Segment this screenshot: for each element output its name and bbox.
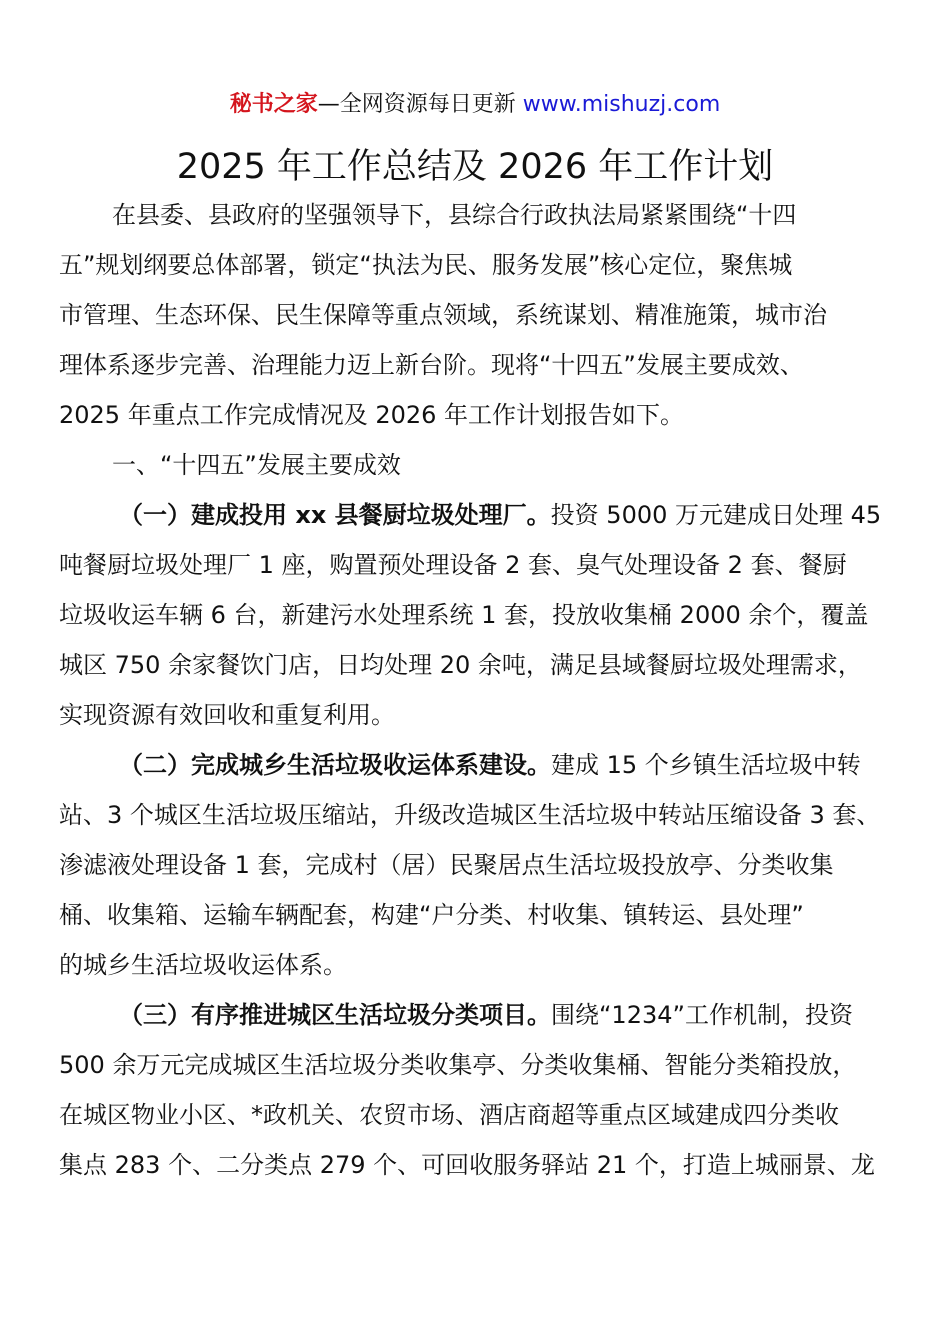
paragraph-line: 在城区物业小区、*政机关、农贸市场、酒店商超等重点区域建成四分类收 (59, 1101, 839, 1129)
paragraph-line: 垃圾收运车辆 6 台，新建污水处理系统 1 套，投放收集桶 2000 余个，覆盖 (59, 601, 869, 629)
paragraph-line: 500 余万元完成城区生活垃圾分类收集亭、分类收集桶、智能分类箱投放， (59, 1051, 857, 1079)
paragraph-line: 五”规划纲要总体部署，锁定“执法为民、服务发展”核心定位，聚焦城 (59, 251, 793, 279)
source-banner (0, 88, 950, 122)
site-link[interactable]: www.mishuzj.com (522, 92, 721, 117)
paragraph-line: 2025 年重点工作完成情况及 2026 年工作计划报告如下。 (59, 401, 685, 429)
paragraph-line: 理体系逐步完善、治理能力迈上新台阶。现将“十四五”发展主要成效、 (59, 351, 804, 379)
brand-name: 秘书之家 (229, 92, 318, 117)
item-paragraph-3 (59, 990, 889, 1190)
document-title: 2025 年工作总结及 2026 年工作计划 (176, 147, 774, 187)
paragraph-line: 吨餐厨垃圾处理厂 1 座，购置预处理设备 2 套、臭气处理设备 2 套、餐厨 (59, 551, 847, 579)
item-lead: （二）完成城乡生活垃圾收运体系建设。 (119, 751, 551, 779)
section-heading (59, 440, 889, 490)
item-first-text: 投资 5000 万元建成日处理 45 (550, 501, 882, 529)
paragraph-line: 集点 283 个、二分类点 279 个、可回收服务驿站 21 个，打造上城丽景、龙 (59, 1151, 875, 1179)
section-heading-text: 一、“十四五”发展主要成效 (112, 451, 401, 479)
item-first-text: 建成 15 个乡镇生活垃圾中转 (551, 751, 861, 779)
paragraph-line: 桶、收集箱、运输车辆配套，构建“户分类、村收集、镇转运、县处理” (59, 901, 804, 929)
item-paragraph-1 (59, 490, 889, 740)
item-lead: （三）有序推进城区生活垃圾分类项目。 (119, 1001, 551, 1029)
item-paragraph-2 (59, 740, 889, 990)
paragraph-line: 渗滤液处理设备 1 套，完成村（居）民聚居点生活垃圾投放亭、分类收集 (59, 851, 834, 879)
paragraph-line: 站、3 个城区生活垃圾压缩站，升级改造城区生活垃圾中转站压缩设备 3 套、 (59, 801, 881, 829)
paragraph-line: 城区 750 余家餐饮门店，日均处理 20 余吨，满足县域餐厨垃圾处理需求， (59, 651, 862, 679)
banner-tagline: —全网资源每日更新 (317, 92, 523, 117)
intro-paragraph (59, 190, 889, 440)
paragraph-line: 实现资源有效回收和重复利用。 (59, 701, 395, 729)
paragraph-line (59, 490, 889, 540)
item-lead: （一）建成投用 xx 县餐厨垃圾处理厂。 (119, 501, 551, 529)
item-first-text: 围绕“1234”工作机制，投资 (551, 1001, 853, 1029)
paragraph-line: 的城乡生活垃圾收运体系。 (59, 951, 347, 979)
paragraph-line: 市管理、生态环保、民生保障等重点领域，系统谋划、精准施策，城市治 (59, 301, 827, 329)
paragraph-line: 在县委、县政府的坚强领导下，县综合行政执法局紧紧围绕“十四 (112, 201, 797, 229)
paragraph-line (59, 740, 889, 790)
document-body (59, 190, 889, 1190)
paragraph-line (59, 990, 889, 1040)
